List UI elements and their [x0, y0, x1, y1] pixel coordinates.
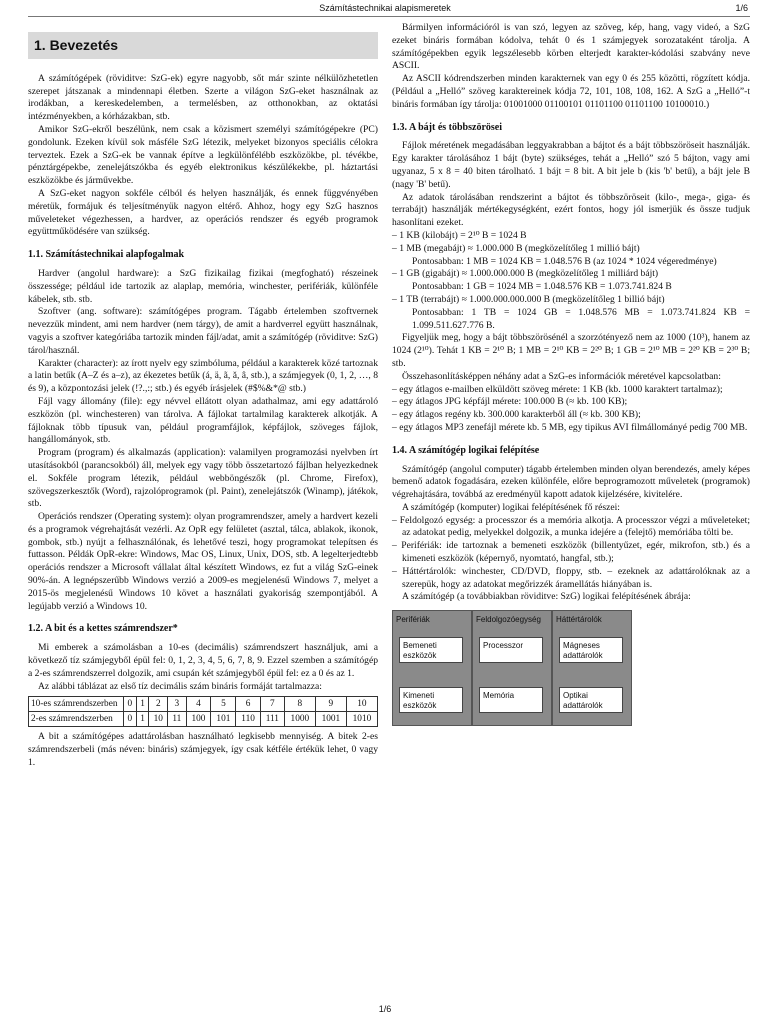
table-cell: 1010 [346, 712, 377, 727]
table-cell: 8 [284, 697, 315, 712]
table-cell: 4 [186, 697, 211, 712]
table-cell: 1 [136, 712, 149, 727]
diagram-box-magnetic: Mágneses adattárolók [559, 637, 623, 663]
page-header [0, 3, 770, 17]
parts-intro: A számítógép (komputer) logikai felépítésének fő részei: [402, 501, 620, 513]
bit-paragraph: A bit a számítógépes adattárolásban használható legkisebb mennyiség. A bitek 2-es számrendszerbeli (más néven: bináris) számjegyek, így csak kétféle értékük lehet, 0 vagy 1. [28, 731, 378, 769]
logical-structure-diagram [392, 610, 722, 728]
unit-gb: – 1 GB (gigabájt) ≈ 1.000.000.000 B (megközelítőleg 1 milliárd bájt) [392, 268, 659, 280]
table-cell: 10 [149, 712, 168, 727]
diagram-intro: A számítógép (a továbbiakban röviditve: SzG) logikai felépítésének ábrája: [402, 591, 691, 603]
intro-paragraph-2: Amikor SzG-ekről beszélünk, nem csak a közismert személyi számítógépekre (PC) gondolunk. Ezeken kívül sok másféle SzG létezik, melyeket bizonyos speciális célokra terveztek. Ezek a SzG-ek be vannak építve a legkülönfélébb eszközökbe, pl. tévékbe, pénztárgépekbe, zenelejátszókba és egyéb elektronikus készülékekbe, pl. háztartási eszközökbe és járművekbe. [28, 123, 378, 187]
table-cell: 111 [260, 712, 284, 727]
table-cell: 2 [149, 697, 168, 712]
part-peripherals: – Perifériák: ide tartoznak a bemeneti eszközök (billentyűzet, egér, mikrofon, stb.) és a kimeneti eszközök (képernyő, nyomtató, hangfal, stb.); [392, 540, 750, 565]
table-cell: 10 [346, 697, 377, 712]
chapter-title: 1. Bevezetés [28, 32, 378, 59]
table-cell: 11 [168, 712, 186, 727]
part-storage: – Háttértárolók: winchester, CD/DVD, floppy, stb. – ezeknek az adattárolóknak az a szerepük, hogy az adatokat megőrizzék áramellátás hiányában is. [392, 565, 750, 590]
size-item-novel: – egy átlagos regény kb. 300.000 karakterből áll (≈ kb. 300 KB); [392, 409, 641, 421]
left-column [28, 22, 378, 770]
program-paragraph: Program (program) és alkalmazás (application): valamilyen programozási nyelvben írt utasításokból (parancsokból) áll, melyek egy vagy több összetartozó fájlban helyezkednek el. Sokféle program létezik, például webböngészők (pl. Chrome, Firefox), szövegszerkesztők (Word), rajzolóprogramok (pl. Paint), zenelejátszók (Winamp), játékok, stb. [28, 447, 378, 510]
opr-paragraph: Operációs rendszer (Operating system): olyan programrendszer, amely a hardvert kezeli és a programok végrehajtását vezérli. Az OpR egy felületet (asztal, tálca, ablakok, ikonok, gombok, stb.) nyújt a felhasználónak, és lehetővé teszi, hogy programokat telepítsen és futtasson. Példák OpR-ekre: Windows, Mac OS, Linux, Unix, DOS, stb. A legelterjedtebb operációs rendszer a Microsoft vállalat által készített Windows, ez fut a világ SzG-einek 90%-án. A legnépszerűbb Windows verzió a 2009-es megjelenésű Windows 7, melyet a 2015-ös megjelenésű Windows 10 követ a használati gyakoriság szempontjából. A legújabb verzió a Windows 10. [28, 511, 378, 612]
unit-kb: – 1 KB (kilobájt) = 2¹⁰ B = 1024 B [392, 229, 527, 241]
intro-paragraph-3: A SzG-eket nagyon sokféle célból és helyen használják, és ennek függvényében méretük, formájuk és teljesítményük nagyon eltérő. Ahhoz, hogy egy SzG hasznos műveleteket végezhessen, a hardver, az operációs rendszer és egyéb programok együttműködésére van szükség. [28, 187, 378, 238]
section-1-4-title: 1.4. A számítógép logikai felépítése [392, 444, 540, 456]
table-cell: 3 [168, 697, 186, 712]
table-cell: 1001 [315, 712, 346, 727]
diagram-box-memory: Memória [479, 687, 543, 713]
diagram-heading: Háttértárolók [556, 615, 602, 625]
document-title: Számítástechnikai alapismeretek [319, 3, 451, 13]
section-1-2-title: 1.2. A bit és a kettes számrendszer* [28, 623, 178, 635]
table-intro: Az alábbi táblázat az első tíz decimális szám bináris formáját tartalmazza: [38, 680, 322, 692]
compare-intro: Összehasonlításképpen néhány adat a SzG-es információk méretével kapcsolatban: [402, 370, 721, 382]
table-cell: 6 [236, 697, 260, 712]
right-column [392, 22, 750, 728]
table-row [29, 712, 378, 727]
diagram-box-output: Kimeneti eszközök [399, 687, 463, 713]
unit-mb-exact: Pontosabban: 1 MB = 1024 KB = 1.048.576 B (az 1024 * 1024 végeredménye) [412, 255, 717, 267]
encoding-paragraph: Bármilyen információról is van szó, legyen az szöveg, kép, hang, vagy videó, a SzG ezeket bináris formában kódolva, tehát 0 és 1 számjegyek sorozataként tárolja. A számítógépekben egyik legszélesebb körben elterjedt karakter-kódolási szabvány neve ASCII. [392, 22, 750, 72]
binary-table [28, 696, 378, 727]
factor-note: Figyeljük meg, hogy a bájt többszörösénél a szorzótényező nem az 1000 (10³), hanem az 1024 (2¹⁰). Tehát 1 KB = 2¹⁰ B; 1 MB = 2¹⁰ KB = 2²⁰ B; 1 GB = 2¹⁰ MB = 2²⁰ KB = 2³⁰ B; stb. [392, 332, 750, 369]
header-rule [28, 16, 750, 17]
fajl-paragraph: Fájl vagy állomány (file): egy névvel ellátott olyan adathalmaz, ami egy adattároló eszközön (pl. winchesteren) van tárolva. A fájlokat tartalmilag karakterek alkotják. A fájloknak több típusuk van, például programfájlok, képfájlok, szöveges fájlok, hangállományok, stb. [28, 395, 378, 446]
unit-tb: – 1 TB (terrabájt) ≈ 1.000.000.000.000 B (megközelítőleg 1 billió bájt) [392, 293, 665, 305]
byte-paragraph: Fájlok méretének megadásában leggyakrabban a bájtot és a bájt többszöröseit használják. Egy karakter tárolásához 1 bájt (byte) szükséges, tehát a „Helló” szó 5 bájton, vagy ami ugyanaz, 5 x 8 = 40 biten tárolható. 1 bájt = 8 bit. A bit jele b (kis 'b' betű), a bájt jele B (nagy 'B' betű). [392, 140, 750, 190]
table-cell: 1000 [284, 712, 315, 727]
size-item-mp3: – egy átlagos MP3 zenefájl mérete kb. 5 MB, egy tipikus AVI filmállományé pedig 700 MB. [392, 421, 748, 433]
karakter-paragraph: Karakter (character): az írott nyelv egy szimbóluma, például a karakterek közé tartoznak a latin betűk (A–Z és a–z), az ékezetes betűk (á, ä, ã, ă, â, stb.), a számjegyek (0, 1, 2, …, 8 és 9), a központozási jelek (!?.,:; stb.) és egyéb írásjelek (#$%&*@ stb.) [28, 357, 378, 395]
unit-tb-exact: Pontosabban: 1 TB = 1024 GB = 1.048.576 MB = 1.073.741.824 KB = 1.099.511.627.776 B. [412, 306, 750, 331]
header-page-number: 1/6 [735, 3, 748, 13]
table-cell: 0 [124, 697, 137, 712]
table-row-label: 10-es számrendszerben [29, 697, 124, 712]
page-footer: 1/6 [378, 1004, 392, 1014]
table-cell: 7 [260, 697, 284, 712]
table-row [29, 697, 378, 712]
unit-gb-exact: Pontosabban: 1 GB = 1024 MB = 1.048.576 KB = 1.073.741.824 B [412, 281, 672, 293]
diagram-heading: Perifériák [396, 615, 430, 625]
hardver-paragraph: Hardver (angolul hardware): a SzG fizikailag fizikai (megfogható) részeinek összessége; például ide tartozik az alaplap, memória, winchester, perifériák, különféle kábelek, stb. stb. [28, 267, 378, 305]
diagram-box-optical: Optikai adattárolók [559, 687, 623, 713]
diagram-column-peripherals [392, 610, 472, 726]
table-cell: 101 [211, 712, 236, 727]
table-cell: 5 [211, 697, 236, 712]
part-processing-unit: – Feldolgozó egység: a processzor és a memória alkotja. A processzor végzi a műveleteket; az adatokat pedig, melyekkel dolgozik, a munka idejére a (felejtő) memóriába tölti be. [392, 514, 750, 539]
unit-mb: – 1 MB (megabájt) ≈ 1.000.000 B (megközelítőleg 1 millió bájt) [392, 242, 640, 254]
section-1-3-title: 1.3. A bájt és többszörösei [392, 121, 502, 133]
decimal-paragraph: Mi emberek a számolásban a 10-es (decimális) számrendszert használjuk, ami a következő tíz számjegyből épül fel: 0, 1, 2, 3, 4, 5, 6, 7, 8, 9. Ezzel szemben a számítógép a 2-es számrendszerrel dolgozik, ami csupán két számjegyből épül fel: ez a 0 és az 1. [28, 642, 378, 679]
table-cell: 9 [315, 697, 346, 712]
table-cell: 100 [186, 712, 211, 727]
multiples-paragraph: Az adatok tárolásában rendszerint a bájtot és többszöröseit (kilo-, mega-, giga- és terrabájt) használják mértékegységként, ezért fontos, hogy jól ismerjük és össze tudjuk hasonlítani ezeket. [392, 191, 750, 229]
diagram-column-processing [472, 610, 552, 726]
ascii-paragraph: Az ASCII kódrendszerben minden karakternek van egy 0 és 255 közötti, rögzített kódja. (Például a „Helló” szöveg karaktereinek kódja 72, 101, 108, 108, 162. A SzG a „Helló”-t bináris formában így tárolja: 01001000 01100101 01101100 01101100 10100010.) [392, 73, 750, 110]
diagram-box-input: Bemeneti eszközök [399, 637, 463, 663]
table-cell: 0 [124, 712, 137, 727]
diagram-box-cpu: Processzor [479, 637, 543, 663]
table-cell: 110 [236, 712, 260, 727]
size-item-jpg: – egy átlagos JPG képfájl mérete: 100.000 B (≈ kb. 100 KB); [392, 396, 628, 408]
size-item-email: – egy átlagos e-mailben elküldött szöveg mérete: 1 KB (kb. 1000 karaktert tartalmaz); [392, 383, 723, 395]
intro-paragraph-1: A számítógépek (röviditve: SzG-ek) egyre nagyobb, sőt már szinte nélkülözhetetlen szerepet játszanak a mindennapi életben. Szerte a világon SzG-eket használnak az irodákban, a kereskedelemben, a termelésben, az otthonokban, az oktatási intézményekben, a kórházakban, stb. [28, 72, 378, 123]
table-row-label: 2-es számrendszerben [29, 712, 124, 727]
computer-definition: Számítógép (angolul computer) tágabb értelemben minden olyan berendezés, amely képes bemenő adatok fogadására, ezeken különféle, előre beprogramozott műveletek (programok) végrehajtására, továbbá az eredményül kapott adatok kijelzésére, kivitelére. [392, 463, 750, 501]
table-cell: 1 [136, 697, 149, 712]
section-1-1-title: 1.1. Számítástechnikai alapfogalmak [28, 249, 185, 261]
diagram-heading: Feldolgozóegység [476, 615, 541, 625]
diagram-column-storage [552, 610, 632, 726]
szoftver-paragraph: Szoftver (ang. software): számítógépes program. Tágabb értelemben szoftvernek nevezzük mindent, ami nem hardver (nem tárgy), de amit a hardverrel együtt használnak, vagyis a szoftver kategóriába tartozik minden fájl/adat, amit a számítógép (röviditve: SzG) tárol/használ. [28, 306, 378, 356]
